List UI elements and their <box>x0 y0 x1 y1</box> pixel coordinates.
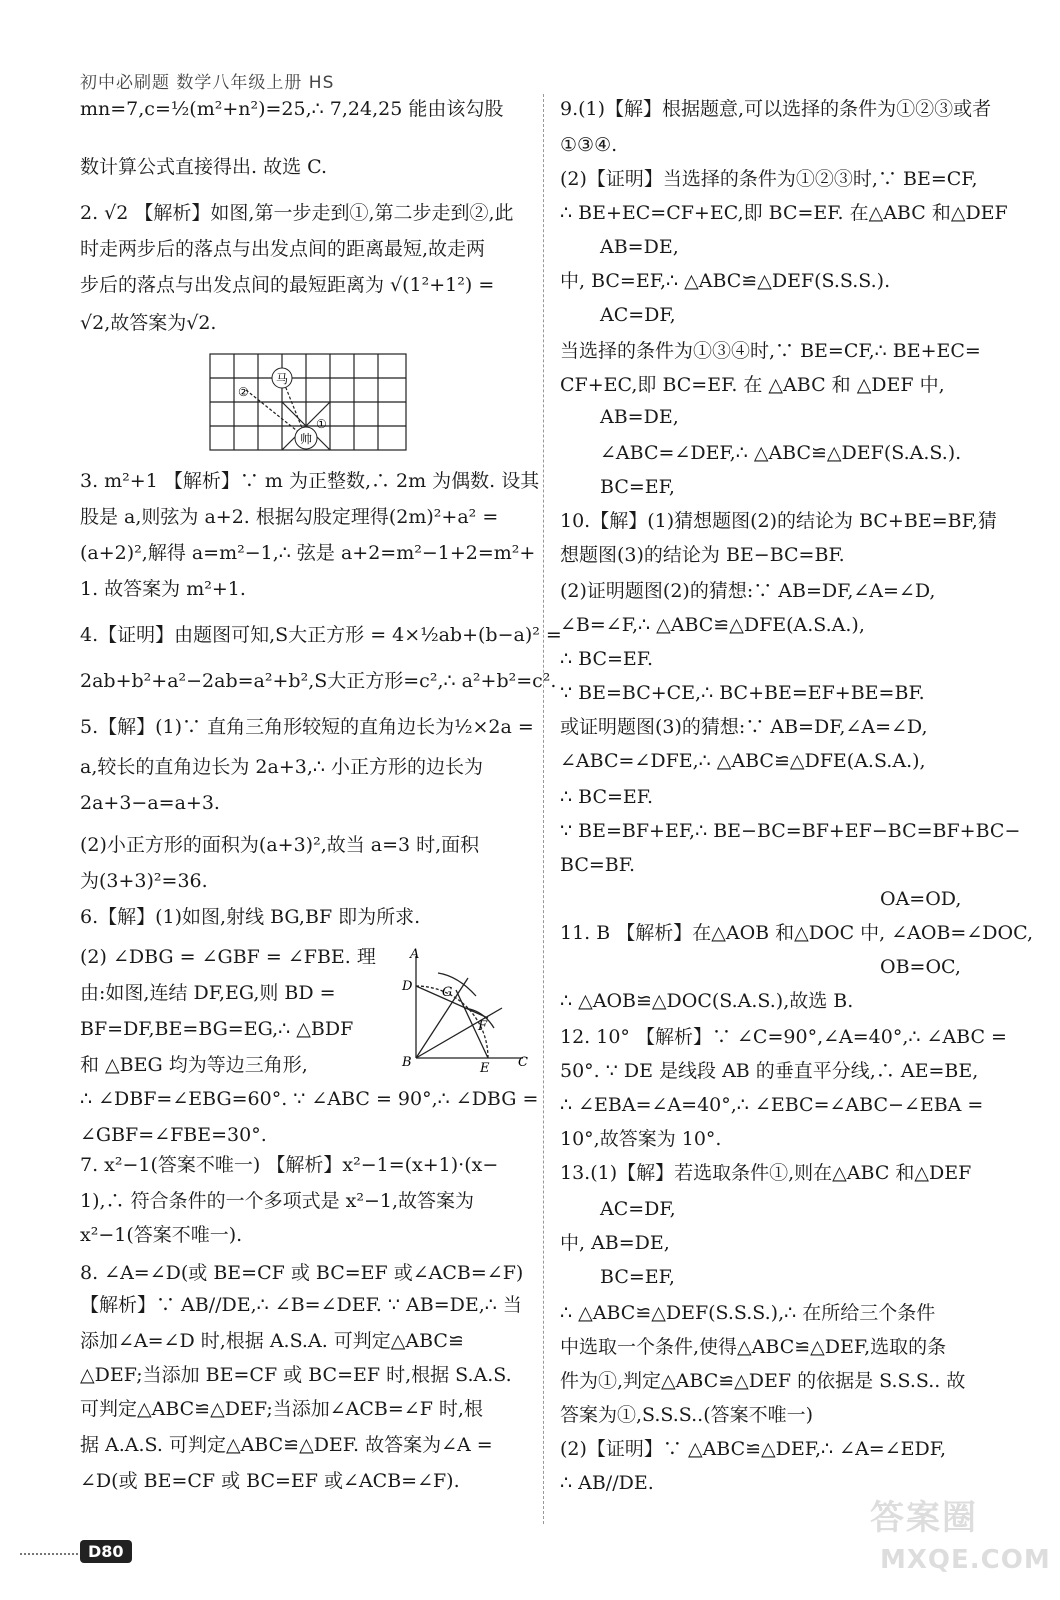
right-line: 10.【解】(1)猜想题图(2)的结论为 BC+BE=BF,猜 <box>560 510 997 532</box>
chessboard-figure <box>208 352 408 452</box>
left-line: √2,故答案为√2. <box>80 312 217 334</box>
left-line: (2)小正方形的面积为(a+3)²,故当 a=3 时,面积 <box>80 834 480 856</box>
right-line: ∴ BC=EF. <box>560 786 654 808</box>
left-line: 股是 a,则弦为 a+2. 根据勾股定理得(2m)²+a² = <box>80 506 499 528</box>
right-line: ∴ BC=EF. <box>560 648 654 670</box>
label-C: C <box>518 1055 528 1070</box>
right-line: ∴ △ABC≌△DEF(S.S.S.),∴ 在所给三个条件 <box>560 1302 936 1324</box>
left-line: 为(3+3)²=36. <box>80 870 208 892</box>
footer-dots <box>20 1553 78 1555</box>
right-line: 中选取一个条件,使得△ABC≌△DEF,选取的条 <box>560 1336 947 1358</box>
label-B: B <box>402 1055 412 1070</box>
right-line: BC=BF. <box>560 854 635 876</box>
left-line: BF=DF,BE=BG=EG,∴ △BDF <box>80 1018 354 1040</box>
column-divider <box>543 94 544 1524</box>
right-line: ∵ BE=BF+EF,∴ BE−BC=BF+EF−BC=BF+BC− <box>560 820 1021 842</box>
right-line: BC=EF, <box>600 476 675 498</box>
left-line: (2) ∠DBG = ∠GBF = ∠FBE. 理 <box>80 946 376 968</box>
left-line: 1),∴ 符合条件的一个多项式是 x²−1,故答案为 <box>80 1190 475 1212</box>
step-one-label: ① <box>316 417 327 431</box>
left-line: 添加∠A=∠D 时,根据 A.S.A. 可判定△ABC≌ <box>80 1330 464 1352</box>
right-line: 9.(1)【解】根据题意,可以选择的条件为①②③或者 <box>560 98 992 120</box>
left-line: 【解析】∵ AB//DE,∴ ∠B=∠DEF. ∵ AB=DE,∴ 当 <box>80 1294 522 1316</box>
left-line: 1. 故答案为 m²+1. <box>80 578 246 600</box>
angle-trisection-figure <box>398 948 533 1073</box>
right-line: AB=DE, <box>600 236 679 258</box>
left-line: mn=7,c=½(m²+n²)=25,∴ 7,24,25 能由该勾股 <box>80 98 504 120</box>
label-D: D <box>402 979 413 994</box>
right-line: ∠ABC=∠DFE,∴ △ABC≌△DFE(A.S.A.), <box>560 750 926 772</box>
right-line: ①③④. <box>560 134 618 156</box>
left-line: 步后的落点与出发点间的最短距离为 √(1²+1²) = <box>80 274 495 296</box>
left-line: ∴ ∠DBF=∠EBG=60°. ∵ ∠ABC = 90°,∴ ∠DBG = <box>80 1088 539 1110</box>
right-line: BC=EF, <box>600 1266 675 1288</box>
left-line: 由:如图,连结 DF,EG,则 BD = <box>80 982 336 1004</box>
label-E: E <box>480 1061 490 1073</box>
right-line: 50°. ∵ DE 是线段 AB 的垂直平分线,∴ AE=BE, <box>560 1060 979 1082</box>
right-line: AC=DF, <box>600 1198 676 1220</box>
right-line: ∴ BE+EC=CF+EC,即 BC=EF. 在△ABC 和△DEF <box>560 202 1008 224</box>
right-line: ∠B=∠F,∴ △ABC≌△DFE(A.S.A.), <box>560 614 865 636</box>
left-line: 和 △BEG 均为等边三角形, <box>80 1054 308 1076</box>
right-line: 中, AB=DE, <box>560 1232 670 1254</box>
left-line: ∠GBF=∠FBE=30°. <box>80 1124 267 1146</box>
label-F: F <box>478 1019 488 1034</box>
right-line: AC=DF, <box>600 304 676 326</box>
left-line: 5.【解】(1)∵ 直角三角形较短的直角边长为½×2a = <box>80 716 534 738</box>
right-line: 中, BC=EF,∴ △ABC≌△DEF(S.S.S.). <box>560 270 891 292</box>
right-line: (2)证明题图(2)的猜想:∵ AB=DF,∠A=∠D, <box>560 580 936 602</box>
left-line: 2ab+b²+a²−2ab=a²+b²,S大正方形=c²,∴ a²+b²=c². <box>80 670 557 692</box>
left-line: 6.【解】(1)如图,射线 BG,BF 即为所求. <box>80 906 421 928</box>
right-line: (2)【证明】当选择的条件为①②③时,∵ BE=CF, <box>560 168 978 190</box>
right-line: OB=OC, <box>880 956 961 978</box>
left-line: 2. √2 【解析】如图,第一步走到①,第二步走到②,此 <box>80 202 514 224</box>
left-line: 时走两步后的落点与出发点间的距离最短,故走两 <box>80 238 486 260</box>
right-line: (2)【证明】∵ △ABC≌△DEF,∴ ∠A=∠EDF, <box>560 1438 947 1460</box>
right-line: 答案为①,S.S.S..(答案不唯一) <box>560 1404 814 1426</box>
right-line: 件为①,判定△ABC≌△DEF 的依据是 S.S.S.. 故 <box>560 1370 966 1392</box>
running-header: 初中必刷题 数学八年级上册 HS <box>80 73 335 93</box>
right-line: ∴ AB//DE. <box>560 1472 654 1494</box>
label-A: A <box>410 948 420 962</box>
left-line: 4.【证明】由题图可知,S大正方形 = 4×½ab+(b−a)² = <box>80 624 562 646</box>
right-line: 11. B 【解析】在△AOB 和△DOC 中, ∠AOB=∠DOC, <box>560 922 1033 944</box>
right-line: ∴ ∠EBA=∠A=40°,∴ ∠EBC=∠ABC−∠EBA = <box>560 1094 984 1116</box>
left-line: △DEF;当添加 BE=CF 或 BC=EF 时,根据 S.A.S. <box>80 1364 512 1386</box>
left-line: 7. x²−1(答案不唯一) 【解析】x²−1=(x+1)·(x− <box>80 1154 499 1176</box>
right-line: ∴ △AOB≌△DOC(S.A.S.),故选 B. <box>560 990 854 1012</box>
right-line: 或证明题图(3)的猜想:∵ AB=DF,∠A=∠D, <box>560 716 928 738</box>
right-line: OA=OD, <box>880 888 962 910</box>
left-line: 数计算公式直接得出. 故选 C. <box>80 156 328 178</box>
left-line: a,较长的直角边长为 2a+3,∴ 小正方形的边长为 <box>80 756 483 778</box>
left-line: 8. ∠A=∠D(或 BE=CF 或 BC=EF 或∠ACB=∠F) <box>80 1262 524 1284</box>
left-line: 2a+3−a=a+3. <box>80 792 220 814</box>
left-line: 3. m²+1 【解析】∵ m 为正整数,∴ 2m 为偶数. 设其 <box>80 470 540 492</box>
watermark-logo: 答案圈 <box>870 1498 978 1538</box>
right-line: CF+EC,即 BC=EF. 在 △ABC 和 △DEF 中, <box>560 374 945 396</box>
right-line: ∠ABC=∠DEF,∴ △ABC≌△DEF(S.A.S.). <box>600 442 962 464</box>
right-line: AB=DE, <box>600 406 679 428</box>
right-line: ∵ BE=BC+CE,∴ BC+BE=EF+BE=BF. <box>560 682 925 704</box>
step-two-label: ② <box>238 385 249 399</box>
right-line: 10°,故答案为 10°. <box>560 1128 722 1150</box>
shuai-label: 帅 <box>299 432 313 446</box>
page-number: D80 <box>80 1540 132 1563</box>
right-line: 13.(1)【解】若选取条件①,则在△ABC 和△DEF <box>560 1162 972 1184</box>
right-line: 想题图(3)的结论为 BE−BC=BF. <box>560 544 845 566</box>
left-line: x²−1(答案不唯一). <box>80 1224 243 1246</box>
right-line: 12. 10° 【解析】∵ ∠C=90°,∠A=40°,∴ ∠ABC = <box>560 1026 1007 1048</box>
left-line: 据 A.A.S. 可判定△ABC≌△DEF. 故答案为∠A = <box>80 1434 493 1456</box>
left-line: (a+2)²,解得 a=m²−1,∴ 弦是 a+2=m²−1+2=m²+ <box>80 542 536 564</box>
watermark-url: MXQE.COM <box>880 1545 1051 1575</box>
right-line: 当选择的条件为①③④时,∵ BE=CF,∴ BE+EC= <box>560 340 981 362</box>
label-G: G <box>442 985 453 1000</box>
left-line: ∠D(或 BE=CF 或 BC=EF 或∠ACB=∠F). <box>80 1470 460 1492</box>
ma-label: 马 <box>275 372 289 386</box>
left-line: 可判定△ABC≌△DEF;当添加∠ACB=∠F 时,根 <box>80 1398 483 1420</box>
